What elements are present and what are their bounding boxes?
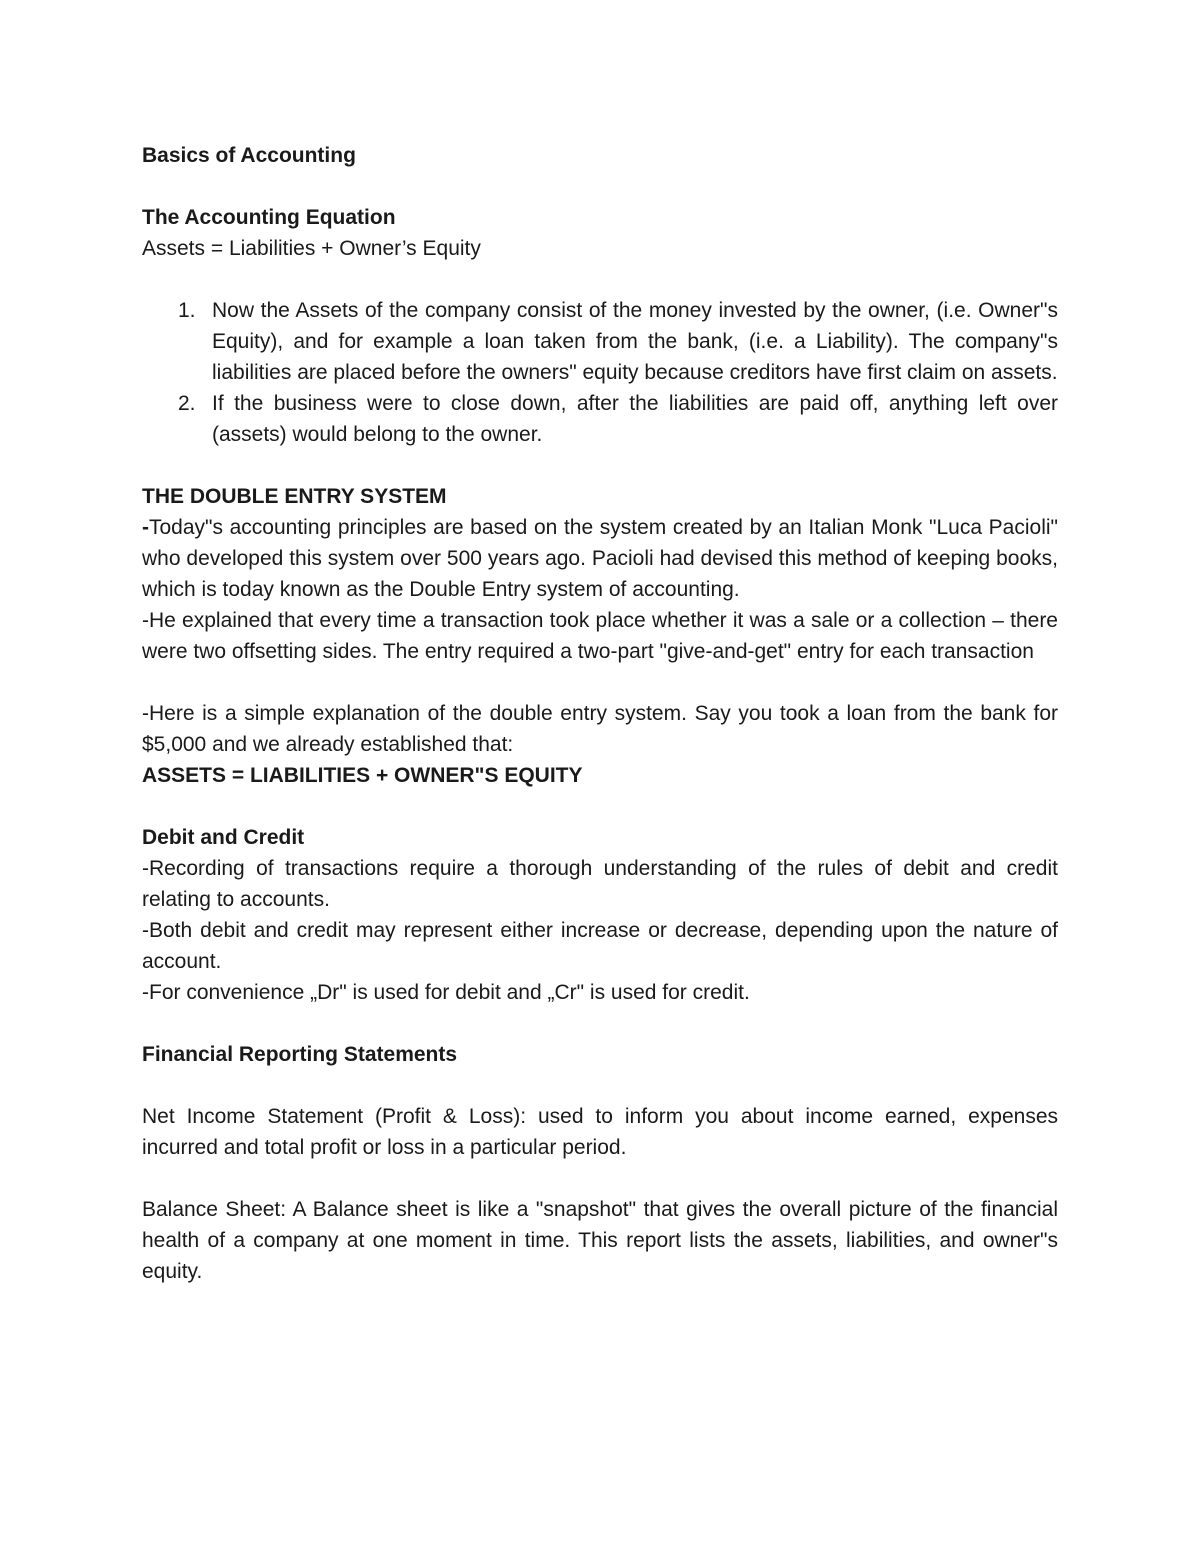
document-page bbox=[142, 140, 1058, 1287]
document-title: Basics of Accounting bbox=[142, 144, 356, 167]
double-entry-paragraph-1-text: Today"s accounting principles are based on the system created by an Italian Monk "Luca Pacioli" who developed this system over 500 years ago. Pacioli had devised this method of keeping books, which is today known as the Double Entry system of accounting. bbox=[142, 516, 1058, 601]
spacer bbox=[142, 1070, 1058, 1101]
accounting-equation-heading: The Accounting Equation bbox=[142, 206, 396, 229]
debit-credit-paragraph-2: -Both debit and credit may represent either increase or decrease, depending upon the nature of account. bbox=[142, 919, 1058, 973]
income-statement-paragraph: Net Income Statement (Profit & Loss): used to inform you about income earned, expenses incurred and total profit or loss in a particular period. bbox=[142, 1105, 1058, 1159]
list-item-text: If the business were to close down, after the liabilities are paid off, anything left over (assets) would belong to the owner. bbox=[212, 392, 1058, 446]
accounting-equation: Assets = Liabilities + Owner’s Equity bbox=[142, 237, 481, 260]
double-entry-heading: THE DOUBLE ENTRY SYSTEM bbox=[142, 485, 447, 508]
spacer bbox=[142, 1008, 1058, 1039]
debit-credit-heading: Debit and Credit bbox=[142, 826, 305, 849]
spacer bbox=[142, 450, 1058, 481]
list-item bbox=[142, 388, 1058, 450]
debit-credit-paragraph-3: -For convenience „Dr" is used for debit and „Cr" is used for credit. bbox=[142, 981, 750, 1004]
spacer bbox=[142, 1163, 1058, 1194]
double-entry-paragraph-1 bbox=[142, 512, 1058, 605]
equation-caps: ASSETS = LIABILITIES + OWNER"S EQUITY bbox=[142, 764, 583, 787]
financial-heading: Financial Reporting Statements bbox=[142, 1043, 458, 1066]
double-entry-paragraph-2: -He explained that every time a transaction took place whether it was a sale or a collection – there were two offsetting sides. The entry required a two-part "give-and-get" entry for each transaction bbox=[142, 609, 1058, 663]
double-entry-paragraph-3: -Here is a simple explanation of the double entry system. Say you took a loan from the bank for $5,000 and we already established that: bbox=[142, 702, 1058, 756]
bold-dash: - bbox=[142, 516, 149, 539]
list-number: 1. bbox=[178, 299, 196, 322]
balance-sheet-paragraph: Balance Sheet: A Balance sheet is like a "snapshot" that gives the overall picture of the financial health of a company at one moment in time. This report lists the assets, liabilities, and owner"s equity. bbox=[142, 1198, 1058, 1283]
debit-credit-paragraph-1: -Recording of transactions require a thorough understanding of the rules of debit and credit relating to accounts. bbox=[142, 857, 1058, 911]
spacer bbox=[142, 171, 1058, 202]
list-item bbox=[142, 295, 1058, 388]
spacer bbox=[142, 264, 1058, 295]
equation-list bbox=[142, 295, 1058, 450]
list-item-text: Now the Assets of the company consist of the money invested by the owner, (i.e. Owner"s Equity), and for example a loan taken from the bank, (i.e. a Liability). The company"s liabilities are placed before the owners" equity because creditors have first claim on assets. bbox=[212, 299, 1058, 384]
spacer bbox=[142, 667, 1058, 698]
list-number: 2. bbox=[178, 392, 196, 415]
spacer bbox=[142, 791, 1058, 822]
